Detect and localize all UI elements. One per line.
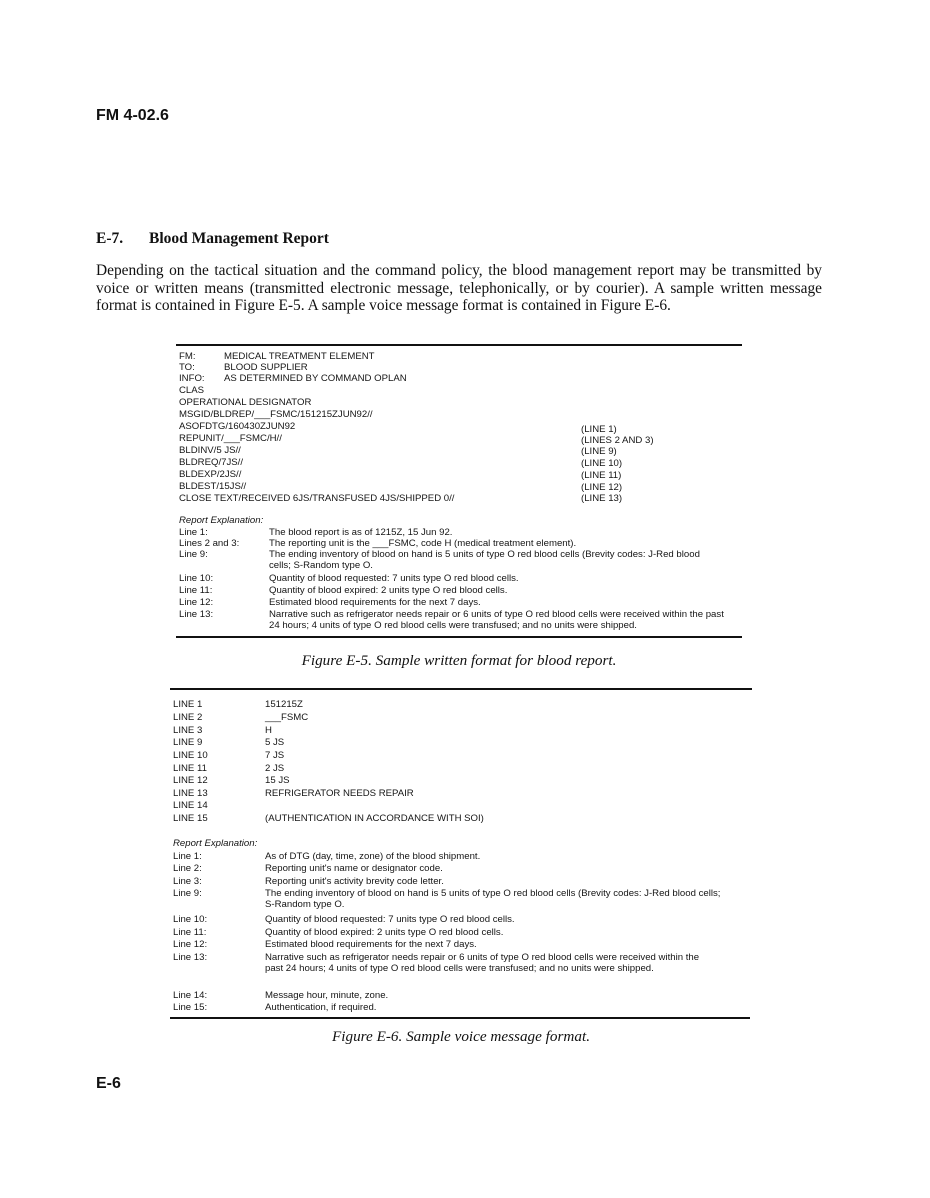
e6-line-label: LINE 14: [173, 800, 208, 811]
e6-line-label: LINE 11: [173, 763, 207, 774]
e5-message-line: [179, 457, 739, 469]
e6-line-label: LINE 1: [173, 699, 203, 710]
e6-line-value: 5 JS: [265, 737, 285, 748]
e5-line-ref: (LINE 12): [581, 482, 623, 493]
e5-explanation-label: Lines 2 and 3:: [179, 538, 240, 549]
e5-message-text: OPERATIONAL DESIGNATOR: [179, 397, 312, 408]
e6-explanation-label: Line 2:: [173, 863, 202, 874]
e5-line-ref: (LINE 13): [581, 493, 623, 504]
e5-line-ref: (LINE 1): [581, 424, 617, 435]
e6-line-value: 2 JS: [265, 763, 285, 774]
e6-line-row: [173, 737, 285, 749]
e5-line-ref: (LINE 10): [581, 458, 623, 469]
e5-line-ref: (LINE 9): [581, 446, 617, 457]
e6-line-value: 7 JS: [265, 750, 285, 761]
e5-header-line: [179, 373, 407, 385]
e5-explanation-text: The ending inventory of blood on hand is 5 units of type O red blood cells (Brevity codes: J-Red blood cells; S-Random type O.: [269, 549, 700, 572]
e5-message-text: BLDREQ/7JS//: [179, 457, 243, 468]
e5-message-line: [179, 481, 739, 493]
e5-message-text: BLDEST/15JS//: [179, 481, 247, 492]
e6-explanation-title: Report Explanation:: [173, 838, 258, 849]
section-title-text: Blood Management Report: [149, 230, 329, 247]
e6-explanation-text: As of DTG (day, time, zone) of the blood shipment.: [265, 851, 481, 862]
e5-header-value: MEDICAL TREATMENT ELEMENT: [224, 351, 375, 362]
e5-message-line: [179, 445, 739, 457]
e5-header-label: TO:: [179, 362, 195, 373]
page-footer: E-6: [96, 1075, 121, 1092]
e6-line-label: LINE 15: [173, 813, 208, 824]
e5-message-line: [179, 493, 739, 505]
e6-line-value: (AUTHENTICATION IN ACCORDANCE WITH SOI): [265, 813, 484, 824]
intro-paragraph: Depending on the tactical situation and the command policy, the blood management report may be transmitted by voice or written means (transmitted electronic message, telephonically, or by courier). A sample written message format is contained in Figure E-5. A sample voice message format is contained in Figure E-6.: [96, 262, 822, 315]
section-number: E-7.: [96, 230, 124, 247]
e6-explanation-label: Line 1:: [173, 851, 202, 862]
figure-e6-bottom-rule: [170, 1017, 750, 1019]
e6-line-row: [173, 699, 303, 711]
e5-message-line: [179, 469, 739, 481]
e6-explanation-label: Line 9:: [173, 888, 202, 899]
e5-explanation-label: Line 9:: [179, 549, 208, 560]
e6-explanation-label: Line 11:: [173, 927, 207, 938]
e5-line-ref: (LINES 2 AND 3): [581, 435, 654, 446]
e6-explanation-text: Quantity of blood requested: 7 units type O red blood cells.: [265, 914, 515, 925]
figure-e5-caption: Figure E-5. Sample written format for blood report.: [301, 652, 617, 669]
e6-line-value: ___FSMC: [265, 712, 309, 723]
e6-explanation-text: Narrative such as refrigerator needs repair or 6 units of type O red blood cells were received within the past 24 hours; 4 units of type O red blood cells were transfused; and no units were shipped.: [265, 952, 700, 975]
e5-explanation-text: Quantity of blood expired: 2 units type O red blood cells.: [269, 585, 508, 596]
e5-explanation-label: Line 13:: [179, 609, 214, 620]
e6-explanation-text: Quantity of blood expired: 2 units type O red blood cells.: [265, 927, 504, 938]
e6-line-value: 15 JS: [265, 775, 290, 786]
e6-line-label: LINE 2: [173, 712, 203, 723]
e6-explanation-text: Estimated blood requirements for the next 7 days.: [265, 939, 477, 950]
e5-explanation-title: Report Explanation:: [179, 515, 264, 526]
e5-message-text: CLOSE TEXT/RECEIVED 6JS/TRANSFUSED 4JS/SHIPPED 0//: [179, 493, 455, 504]
e5-message-text: ASOFDTG/160430ZJUN92: [179, 421, 296, 432]
e6-explanation-text: Reporting unit's name or designator code.: [265, 863, 443, 874]
e5-message-line: [179, 409, 373, 421]
e6-explanation-label: Line 12:: [173, 939, 208, 950]
e6-explanation-text: Message hour, minute, zone.: [265, 990, 389, 1001]
e6-line-row: [173, 763, 285, 775]
e5-explanation-text: Estimated blood requirements for the next 7 days.: [269, 597, 481, 608]
e5-explanation-text: Quantity of blood requested: 7 units type O red blood cells.: [269, 573, 519, 584]
section-title: [96, 230, 329, 248]
e5-header-value: BLOOD SUPPLIER: [224, 362, 308, 373]
e6-explanation-label: Line 13:: [173, 952, 208, 963]
e6-line-label: LINE 3: [173, 725, 203, 736]
e6-explanation-label: Line 3:: [173, 876, 202, 887]
e5-explanation-text: The blood report is as of 1215Z, 15 Jun 92.: [269, 527, 453, 538]
page-header: FM 4-02.6: [96, 107, 169, 124]
figure-e5-top-rule: [176, 344, 742, 346]
e5-explanation-text: Narrative such as refrigerator needs repair or 6 units of type O red blood cells were received within the past 24 hours; 4 units of type O red blood cells were transfused; and no units were shipped.: [269, 609, 724, 632]
e6-explanation-label: Line 10:: [173, 914, 208, 925]
e6-line-label: LINE 9: [173, 737, 203, 748]
e6-line-row: [173, 813, 484, 825]
e6-line-row: [173, 775, 290, 787]
e5-message-line: [179, 397, 311, 409]
e5-message-text: BLDINV/5 JS//: [179, 445, 241, 456]
e5-message-line: [179, 385, 204, 397]
e5-message-line: [179, 421, 739, 433]
e5-explanation-label: Line 1:: [179, 527, 208, 538]
e5-message-text: MSGID/BLDREP/___FSMC/151215ZJUN92//: [179, 409, 373, 420]
e5-message-text: BLDEXP/2JS//: [179, 469, 242, 480]
e6-line-label: LINE 12: [173, 775, 208, 786]
e6-line-value: REFRIGERATOR NEEDS REPAIR: [265, 788, 414, 799]
e5-explanation-label: Line 10:: [179, 573, 214, 584]
e6-explanation-text: Reporting unit's activity brevity code letter.: [265, 876, 444, 887]
e6-line-label: LINE 10: [173, 750, 208, 761]
e5-explanation-text: The reporting unit is the ___FSMC, code H (medical treatment element).: [269, 538, 577, 549]
e6-line-row: [173, 750, 285, 762]
e5-header-label: INFO:: [179, 373, 205, 384]
e6-line-label: LINE 13: [173, 788, 208, 799]
e6-explanation-label: Line 14:: [173, 990, 208, 1001]
e6-line-row: [173, 800, 208, 812]
e5-header-label: FM:: [179, 351, 196, 362]
e5-explanation-label: Line 12:: [179, 597, 214, 608]
e6-explanation-label: Line 15:: [173, 1002, 208, 1013]
figure-e6: [170, 688, 752, 1022]
e6-line-row: [173, 712, 309, 724]
figure-e6-top-rule: [170, 688, 752, 690]
e6-line-row: [173, 788, 414, 800]
e5-message-text: REPUNIT/___FSMC/H//: [179, 433, 282, 444]
e6-line-value: 151215Z: [265, 699, 303, 710]
e6-line-row: [173, 725, 272, 737]
e5-explanation-label: Line 11:: [179, 585, 213, 596]
figure-e6-caption: Figure E-6. Sample voice message format.: [332, 1028, 590, 1045]
e6-explanation-text: The ending inventory of blood on hand is 5 units of type O red blood cells (Brevity codes: J-Red blood cells; S-Random type O.: [265, 888, 721, 911]
e5-line-ref: (LINE 11): [581, 470, 622, 481]
figure-e5-bottom-rule: [176, 636, 742, 638]
e6-explanation-text: Authentication, if required.: [265, 1002, 377, 1013]
e5-header-value: AS DETERMINED BY COMMAND OPLAN: [224, 373, 407, 384]
e6-line-value: H: [265, 725, 272, 736]
figure-e5: [176, 344, 742, 640]
e5-message-line: [179, 433, 739, 445]
e5-message-text: CLAS: [179, 385, 205, 396]
